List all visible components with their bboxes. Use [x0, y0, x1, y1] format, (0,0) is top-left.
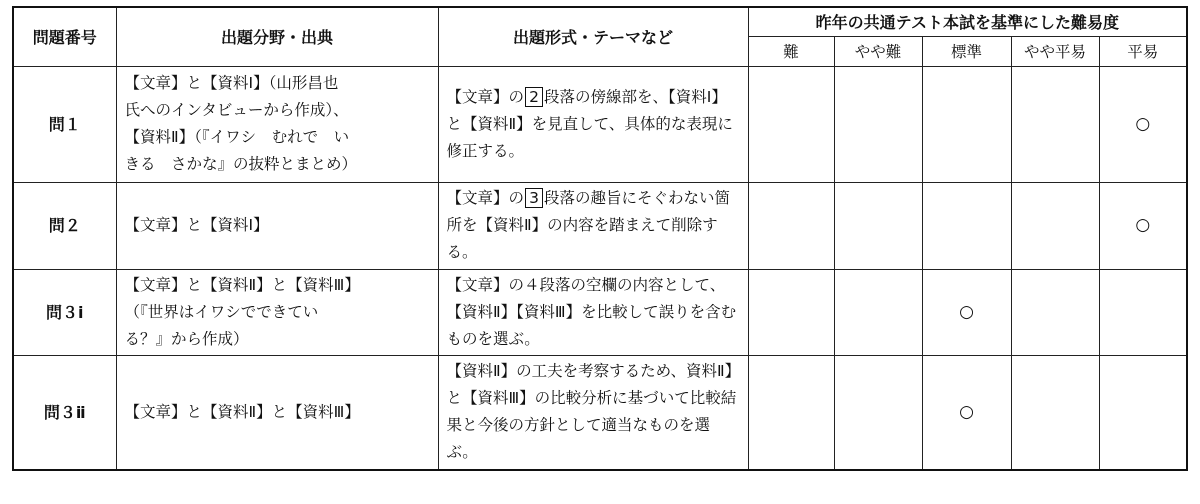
source-cell	[116, 269, 438, 355]
format-text-pre: 【文章】の	[446, 87, 525, 106]
format-text: 段落の傍線部を、【資料Ⅰ】と【資料Ⅱ】を見直して、具体的な表現に修正する。	[446, 87, 733, 160]
difficulty-table-wrapper	[12, 6, 1186, 471]
question-number: 問１	[13, 66, 116, 182]
mark-standard	[922, 182, 1011, 269]
format-text: 【文章】の４段落の空欄の内容として、【資料Ⅱ】【資料Ⅲ】を比較して誤りを含むものを選ぶ。	[446, 275, 737, 348]
source-cell	[116, 66, 438, 182]
header-level-standard: 標準	[922, 36, 1011, 66]
source-line: 【資料Ⅱ】（『イワシ むれで い	[124, 128, 350, 146]
mark-somewhat-hard	[834, 66, 922, 182]
header-row	[13, 7, 1187, 36]
header-level-somewhat-hard: やや難	[834, 36, 922, 66]
source-line: 【文章】と【資料Ⅱ】と【資料Ⅲ】	[124, 402, 360, 421]
header-question-number: 問題番号	[13, 7, 116, 66]
mark-hard	[748, 269, 834, 355]
question-number: 問３ⅱ	[13, 355, 116, 470]
format-text: 段落の趣旨にそぐわない箇所を【資料Ⅱ】の内容を踏まえて削除する。	[446, 189, 731, 261]
header-level-hard: 難	[748, 36, 834, 66]
source-line: きる さかな』の抜粋とまとめ）	[124, 155, 358, 173]
table-row	[13, 269, 1187, 355]
mark-standard: ○	[922, 355, 1011, 470]
header-source: 出題分野・出典	[116, 7, 438, 66]
question-number: 問３ⅰ	[13, 269, 116, 355]
header-format: 出題形式・テーマなど	[438, 7, 748, 66]
format-cell	[438, 182, 748, 269]
question-number: 問２	[13, 182, 116, 269]
table-row	[13, 182, 1187, 269]
format-cell	[438, 269, 748, 355]
table-row	[13, 355, 1187, 470]
mark-hard	[748, 182, 834, 269]
mark-standard: ○	[922, 269, 1011, 355]
mark-hard	[748, 66, 834, 182]
source-line: 氏へのインタビューから作成）、	[124, 101, 349, 119]
source-line: る？』から作成）	[124, 329, 249, 348]
source-line: （『世界はイワシでできてい	[124, 302, 319, 321]
mark-easy: ○	[1099, 66, 1187, 182]
mark-somewhat-hard	[834, 269, 922, 355]
source-line: 【文章】と【資料Ⅰ】	[124, 216, 269, 234]
format-cell	[438, 355, 748, 470]
source-cell	[116, 355, 438, 470]
header-level-easy: 平易	[1099, 36, 1187, 66]
mark-somewhat-hard	[834, 182, 922, 269]
difficulty-table	[12, 6, 1188, 471]
mark-somewhat-hard	[834, 355, 922, 470]
mark-easy	[1099, 269, 1187, 355]
source-line: 【文章】と【資料Ⅱ】と【資料Ⅲ】	[124, 275, 360, 294]
mark-somewhat-easy	[1011, 66, 1099, 182]
header-level-somewhat-easy: やや平易	[1011, 36, 1099, 66]
mark-hard	[748, 355, 834, 470]
mark-easy: ○	[1099, 182, 1187, 269]
mark-somewhat-easy	[1011, 355, 1099, 470]
format-text-pre: 【文章】の	[446, 189, 525, 207]
header-difficulty-group: 昨年の共通テスト本試を基準にした難易度	[748, 7, 1187, 36]
mark-somewhat-easy	[1011, 182, 1099, 269]
mark-standard	[922, 66, 1011, 182]
source-cell	[116, 182, 438, 269]
table-row	[13, 66, 1187, 182]
paragraph-number-box: 3	[525, 188, 543, 208]
paragraph-number-box: 2	[525, 87, 543, 107]
source-line: 【文章】と【資料Ⅰ】（山形昌也	[124, 74, 339, 92]
mark-somewhat-easy	[1011, 269, 1099, 355]
mark-easy	[1099, 355, 1187, 470]
format-text: 【資料Ⅱ】の工夫を考察するため、資料Ⅱ】と【資料Ⅲ】の比較分析に基づいて比較結果と今後の方針として適当なものを選ぶ。	[446, 362, 737, 462]
format-cell	[438, 66, 748, 182]
